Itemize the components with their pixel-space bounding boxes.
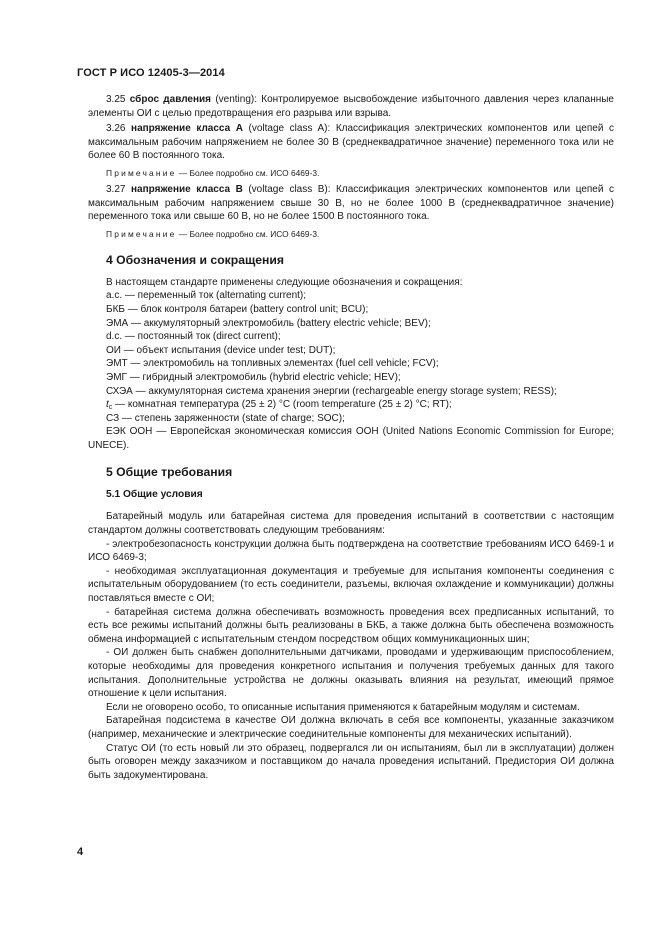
page-number: 4 [77, 846, 84, 858]
abbreviation-item: СХЭА — аккумуляторная система хранения энергии (rechargeable energy storage system; RESS); [106, 385, 557, 397]
term-number: 3.25 [106, 94, 130, 105]
paragraph: Батарейный модуль или батарейная система для проведения испытаний в соответствии с настоящим стандартом должны соответствовать следующим требованиям: [88, 511, 614, 537]
requirement-item: - необходимая эксплуатационная документация и требуемые для испытания компоненты соединения с испытательным оборудованием (то есть соединители, разъемы, включая охлаждение и коммуникации) должны поставляться вместе с ОИ; [88, 565, 614, 605]
subsection-5-1-heading: 5.1 Общие условия [106, 489, 203, 501]
abbreviation-item: ЭМГ — гибридный электромобиль (hybrid electric vehicle; HEV); [106, 371, 401, 383]
symbol-subscript: c [108, 404, 113, 412]
page-content [88, 93, 614, 782]
requirement-item: - ОИ должен быть снабжен дополнительными датчиками, проводами и удерживающим приспособлением, которые необходимы для проведения конкретного испытания и получения требуемых данных для такого испытания. Дополнительные устройства не должны оказывать влияния на результат, имеющий прямое отношение к цели испытания. [88, 647, 614, 700]
abbreviation-item: ЭМА — аккумуляторный электромобиль (battery electric vehicle; BEV); [106, 317, 431, 329]
note-label: Примечание [106, 167, 177, 178]
term-title: напряжение класса А [131, 123, 243, 135]
abbreviations-list [88, 276, 614, 453]
term-title: напряжение класса В [130, 183, 243, 195]
abbreviation-item: a.c. — переменный ток (alternating current); [106, 290, 307, 302]
term-3-25 [88, 93, 614, 120]
standard-header: ГОСТ Р ИСО 12405-3—2014 [77, 67, 225, 79]
abbreviation-item: БКБ — блок контроля батареи (battery control unit; BCU); [106, 303, 369, 315]
requirement-item: - батарейная система должна обеспечивать возможность проведения всех предписанных испытаний, то есть все режимы испытаний должны быть реализованы в БКБ, а также должна быть обеспечена возможность обмена информацией с испытательным стендом посредством общих коммуникационных шин; [88, 606, 614, 645]
paragraph: Батарейная подсистема в качестве ОИ должна включать в себя все компоненты, указанные заказчиком (например, механические и электрические соединительные компоненты для механических испытаний). [88, 715, 614, 740]
note-text: — Более подробно см. ИСО 6469-3. [176, 167, 320, 178]
abbreviation-item: d.c. — постоянный ток (direct current); [106, 331, 281, 343]
abbreviation-item-room-temperature [88, 398, 614, 412]
abbreviation-item: ЭМТ — электромобиль на топливных элементах (fuel cell vehicle; FCV); [106, 358, 439, 370]
abbreviation-text: — комнатная температура (25 ± 2) °С (room temperature (25 ± 2) °C; RT); [112, 399, 452, 411]
term-3-27 [88, 183, 614, 224]
note-1 [88, 167, 614, 179]
section-5-heading: 5 Общие требования [106, 465, 233, 480]
abbreviation-item: СЗ — степень заряженности (state of charge; SOC); [106, 412, 345, 424]
term-3-26 [88, 122, 614, 163]
term-number: 3.26 [106, 123, 132, 135]
requirement-item: - электробезопасность конструкции должна быть подтверждена на соответствие требованиям ИСО 6469-1 и ИСО 6469-3; [88, 538, 614, 564]
paragraph: Если не оговорено особо, то описанные испытания применяются к батарейным модулям и системам. [106, 701, 580, 713]
abbreviations-intro: В настоящем стандарте применены следующие обозначения и сокращения: [106, 276, 463, 288]
section-4-heading: 4 Обозначения и сокращения [106, 252, 285, 267]
term-definition: (voltage class A): Классификация электрических компонентов или цепей с максимальным рабочим напряжением не более 30 В (среднеквадратичное значение) переменного тока или не более 60 В постоянного тока. [88, 123, 614, 162]
paragraph: Статус ОИ (то есть новый ли это образец, подвергался ли он испытаниям, был ли в эксплуатации) должен быть оговорен между заказчиком и поставщиком до начала проведения испытаний. Предистория ОИ должна быть задокументирована. [88, 742, 614, 781]
note-2 [88, 228, 614, 240]
note-text: — Более подробно см. ИСО 6469-3. [176, 228, 320, 239]
term-title: сброс давления [129, 94, 212, 105]
note-label: Примечание [106, 228, 177, 239]
abbreviation-item: ЕЭК ООН — Европейская экономическая комиссия ООН (United Nations Economic Commission for Europe; UNECE). [88, 426, 614, 451]
symbol-t: t [106, 399, 109, 411]
abbreviation-item: ОИ — объект испытания (device under test; DUT); [106, 344, 336, 356]
term-definition: (venting): Контролируемое высвобождение избыточного давления через клапанные элементы ОИ с целью предотвращения его разрыва или взрыва. [88, 94, 614, 119]
term-definition: (voltage class B): Классификация электрических компонентов или цепей с максимальным рабочим напряжением свыше 30 В, но не более 1000 В (среднеквадратичное значение) переменного тока или свыше 60 В, но не более 1500 В постоянного тока. [88, 183, 614, 223]
term-number: 3.27 [106, 183, 131, 195]
